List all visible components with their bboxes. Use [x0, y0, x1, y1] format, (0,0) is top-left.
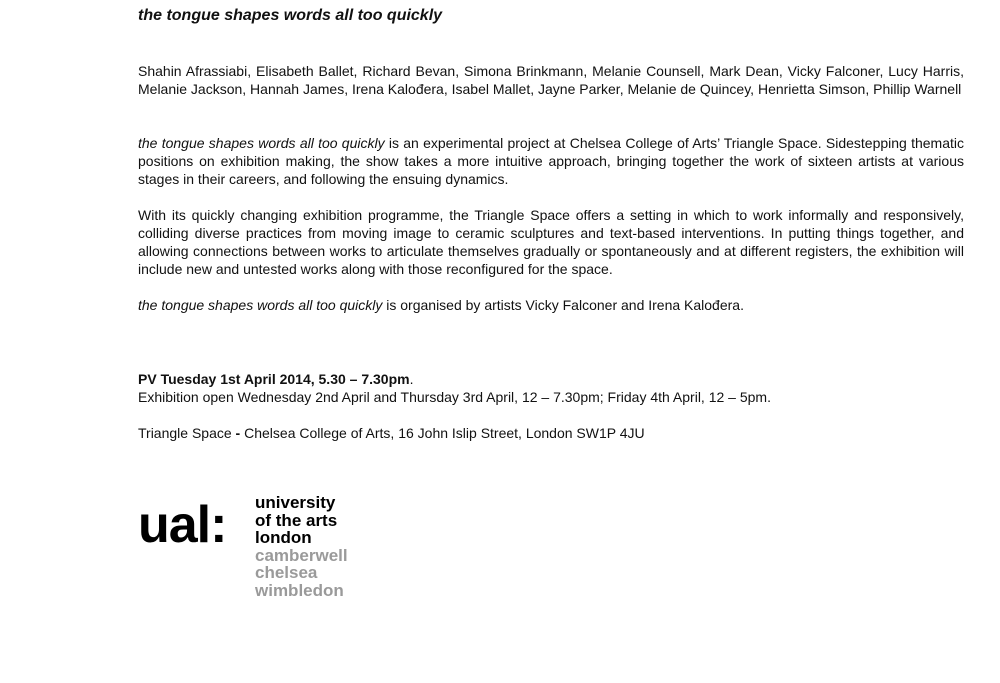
intro-paragraph: [138, 134, 964, 188]
intro-text: is an experimental project at Chelsea College of Arts’ Triangle Space. Sidestepping thematic positions on exhibition making, the show takes a more intuitive approach, bringing together the work of sixteen artists at various stages in their careers, and following the ensuing dynamics.: [138, 135, 965, 187]
venue-line: [138, 424, 964, 442]
venue-name: Triangle Space: [138, 425, 232, 441]
private-view-suffix: .: [409, 371, 414, 387]
logo-line-of-the-arts: of the arts: [255, 510, 338, 530]
private-view-date: PV Tuesday 1st April 2014, 5.30 – 7.30pm: [138, 371, 410, 387]
logo-line-wimbledon: wimbledon: [255, 580, 344, 600]
artist-list: Shahin Afrassiabi, Elisabeth Ballet, Richard Bevan, Simona Brinkmann, Melanie Counsell, Mark Dean, Vicky Falconer, Lucy Harris, Melanie Jackson, Hannah James, Irena Kalođera, Isabel Mallet, Jayne Parker, Melanie de Quincey, Henrietta Simson, Phillip Warnell: [138, 63, 964, 97]
logo-line-camberwell: camberwell: [255, 545, 348, 565]
intro-title-ref: the tongue shapes words all too quickly: [138, 135, 385, 151]
private-view-line: [138, 370, 964, 388]
ual-logo-mark: ual:: [138, 496, 227, 554]
venue-separator: -: [231, 425, 245, 441]
venue-address: Chelsea College of Arts, 16 John Islip Street, London SW1P 4JU: [244, 425, 645, 441]
organisers-paragraph: [138, 296, 964, 314]
programme-paragraph: With its quickly changing exhibition programme, the Triangle Space offers a setting in which to work informally and responsively, colliding diverse practices from moving image to ceramic sculptures and text-based interventions. In putting things together, and allowing connections between works to articulate themselves gradually or spontaneously and at different registers, the exhibition will include new and untested works along with those reconfigured for the space.: [138, 207, 964, 277]
logo-line-chelsea: chelsea: [255, 563, 318, 582]
ual-logo: [138, 490, 378, 610]
opening-times: Exhibition open Wednesday 2nd April and Thursday 3rd April, 12 – 7.30pm; Friday 4th April, 12 – 5pm.: [138, 389, 771, 405]
logo-line-university: university: [255, 493, 336, 512]
logo-line-london: london: [255, 528, 312, 547]
exhibition-title: the tongue shapes words all too quickly: [138, 7, 443, 24]
ual-logo-text: [255, 494, 348, 599]
organisers-text: is organised by artists Vicky Falconer and Irena Kalođera.: [382, 297, 744, 313]
organisers-title-ref: the tongue shapes words all too quickly: [138, 297, 383, 313]
